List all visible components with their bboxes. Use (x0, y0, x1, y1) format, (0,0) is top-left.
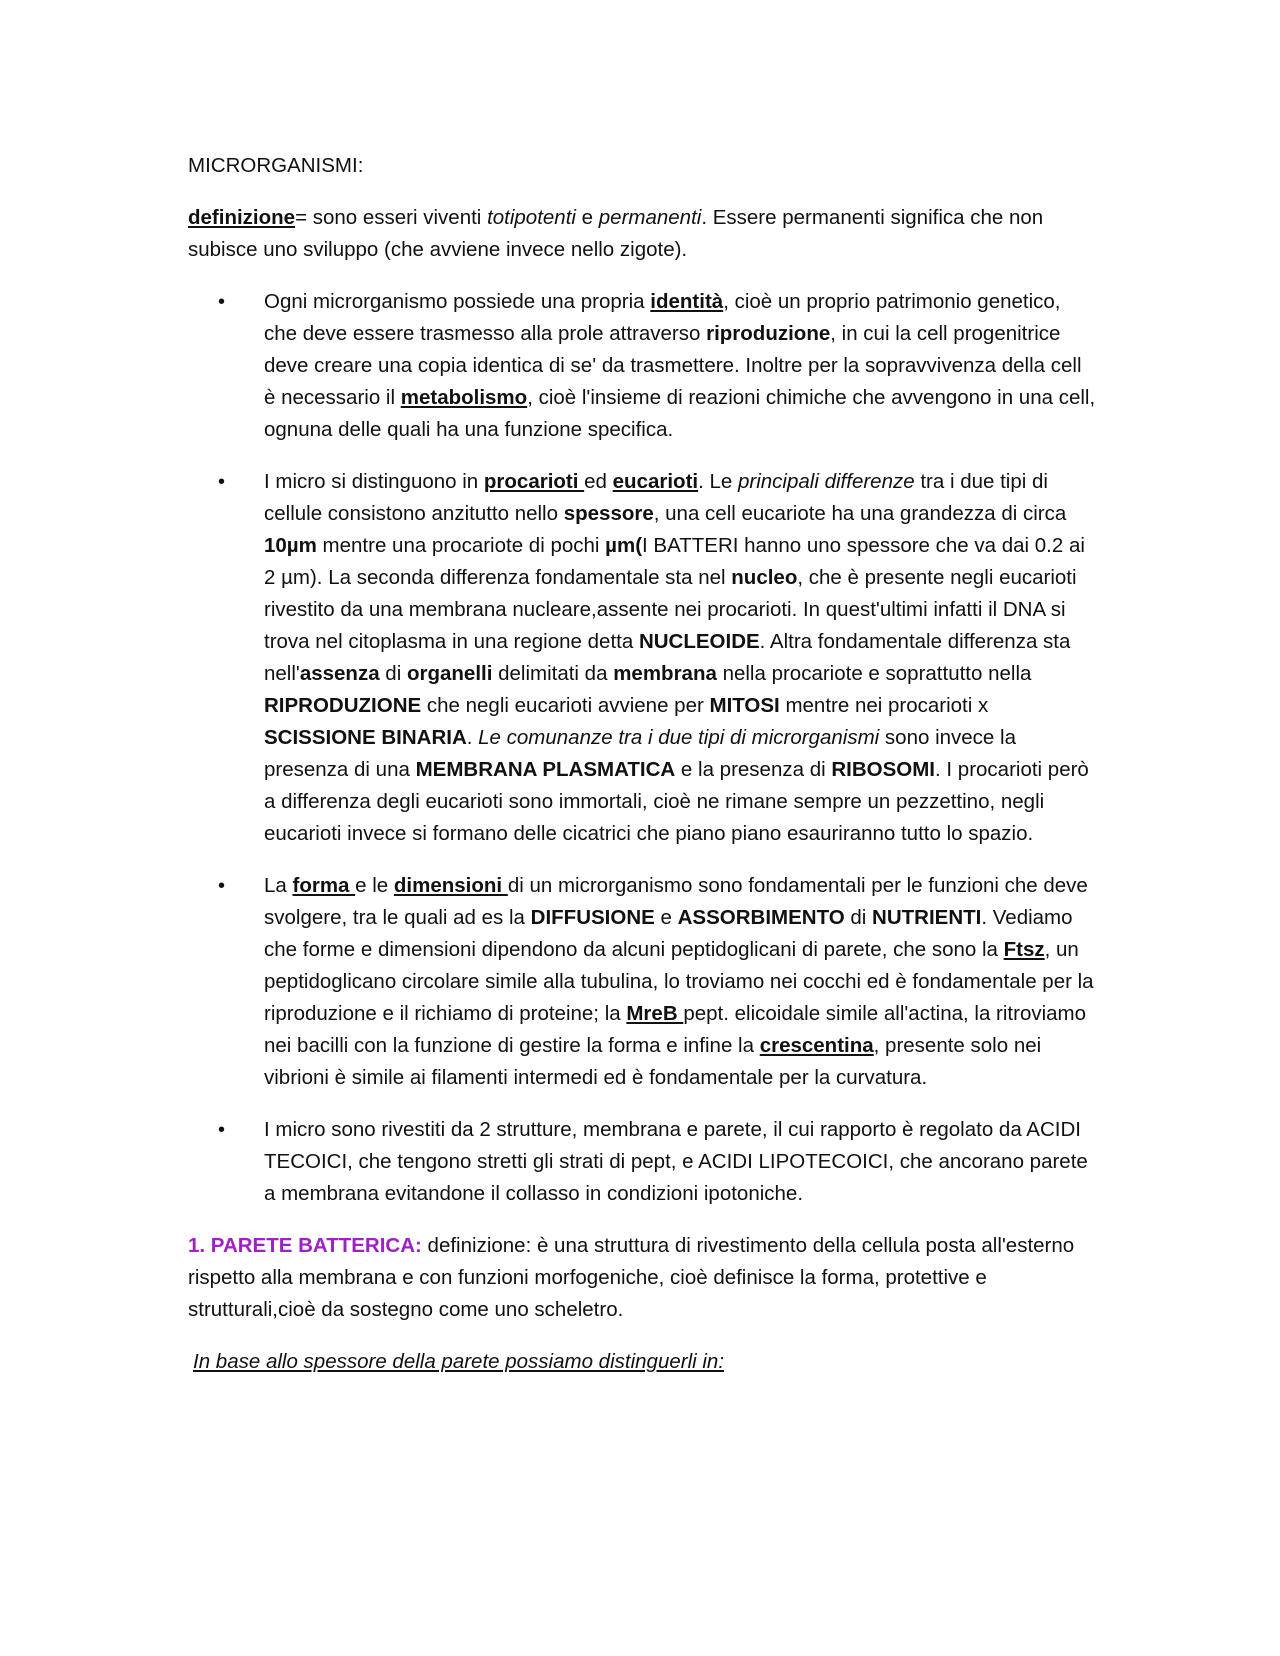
list-item: • I micro si distinguono in procarioti ed eucarioti. Le principali differenze tra i due tipi di cellule consistono anzitutto nello spessore, una cell eucariote ha una grandezza di circa 10µm mentre una procariote di pochi µm(I BATTERI hanno uno spessore che va dai 0.2 ai 2 µm). La seconda differenza fondamentale sta nel nucleo, che è presente negli eucarioti rivestito da una membrana nucleare,assente nei procarioti. In quest'ultimi infatti il DNA si trova nel citoplasma in una regione detta NUCLEOIDE. Altra fondamentale differenza sta nell'assenza di organelli delimitati da membrana nella procariote e soprattutto nella RIPRODUZIONE che negli eucarioti avviene per MITOSI mentre nei procarioti x SCISSIONE BINARIA. Le comunanze tra i due tipi di microrganismi sono invece la presenza di una MEMBRANA PLASMATICA e la presenza di RIBOSOMI. I procarioti però a differenza degli eucarioti sono immortali, cioè ne rimane sempre un pezzettino, negli eucarioti invece si formano delle cicatrici che piano piano esauriranno tutto lo spazio. (188, 466, 1098, 850)
document-title: MICRORGANISMI: (188, 154, 364, 177)
list-item: • I micro sono rivestiti da 2 strutture, membrana e parete, il cui rapporto è regolato da ACIDI TECOICI, che tengono stretti gli strati di pept, e ACIDI LIPOTECOICI, che ancorano parete a membrana evitandone il collasso in condizioni ipotoniche. (188, 1114, 1098, 1210)
bullet-icon: • (218, 1119, 226, 1141)
section-parete-batterica: 1. PARETE BATTERICA: definizione: è una struttura di rivestimento della cellula posta all'esterno rispetto alla membrana e con funzioni morfogeniche, cioè definisce la forma, protettive e strutturali,cioè da sostegno come uno scheletro. (188, 1234, 1075, 1321)
document-page (188, 150, 1098, 1378)
bullet-icon: • (218, 291, 226, 313)
subheading: In base allo spessore della parete possiamo distinguerli in: (193, 1350, 725, 1373)
definition-term: definizione (188, 206, 296, 229)
definition-paragraph: definizione= sono esseri viventi totipotenti e permanenti. Essere permanenti significa che non subisce uno sviluppo (che avviene invece nello zigote). (188, 206, 1044, 261)
section-heading: 1. PARETE BATTERICA: (188, 1234, 422, 1257)
list-item: • La forma e le dimensioni di un microrganismo sono fondamentali per le funzioni che deve svolgere, tra le quali ad es la DIFFUSIONE e ASSORBIMENTO di NUTRIENTI. Vediamo che forme e dimensioni dipendono da alcuni peptidoglicani di parete, che sono la Ftsz, un peptidoglicano circolare simile alla tubulina, lo troviamo nei cocchi ed è fondamentale per la riproduzione e il richiamo di proteine; la MreB pept. elicoidale simile all'actina, la ritroviamo nei bacilli con la funzione di gestire la forma e infine la crescentina, presente solo nei vibrioni è simile ai filamenti intermedi ed è fondamentale per la curvatura. (188, 870, 1098, 1094)
bullet-icon: • (218, 471, 226, 493)
bullet-icon: • (218, 875, 226, 897)
list-item: • Ogni microrganismo possiede una propria identità, cioè un proprio patrimonio genetico, che deve essere trasmesso alla prole attraverso riproduzione, in cui la cell progenitrice deve creare una copia identica di se' da trasmettere. Inoltre per la sopravvivenza della cell è necessario il metabolismo, cioè l'insieme di reazioni chimiche che avvengono in una cell, ognuna delle quali ha una funzione specifica. (188, 286, 1098, 446)
bullet-list (188, 286, 1098, 1210)
